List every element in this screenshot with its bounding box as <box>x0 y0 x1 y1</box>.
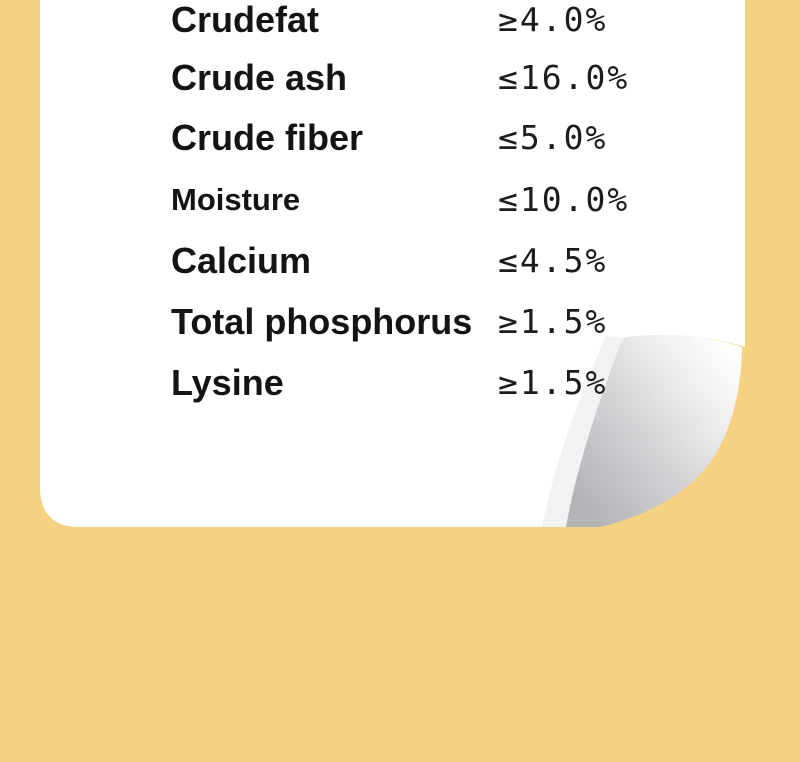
nutrient-label: Crude ash <box>171 57 348 98</box>
nutrient-label: Total phosphorus <box>171 301 473 342</box>
nutrient-value: ≥4.0% <box>498 0 608 39</box>
nutrition-row <box>0 177 700 223</box>
nutrient-value: ≥1.5% <box>498 363 608 402</box>
nutrition-row <box>0 55 700 101</box>
nutrient-label: Lysine <box>171 362 284 403</box>
nutrient-label: Calcium <box>171 240 312 281</box>
nutrient-label: Moisture <box>171 182 301 217</box>
nutrition-row <box>0 115 700 161</box>
nutrition-row <box>0 360 700 406</box>
nutrient-value: ≤10.0% <box>498 180 630 219</box>
nutrient-value: ≤16.0% <box>498 58 630 97</box>
nutrient-value: ≤5.0% <box>498 118 608 157</box>
nutrition-row <box>0 299 700 345</box>
nutrient-value: ≤4.5% <box>498 241 608 280</box>
nutrition-row <box>0 0 700 43</box>
nutrient-label: Crude fiber <box>171 117 364 158</box>
nutrient-label: Crudefat <box>171 0 320 40</box>
nutrition-row <box>0 238 700 284</box>
nutrient-value: ≥1.5% <box>498 302 608 341</box>
